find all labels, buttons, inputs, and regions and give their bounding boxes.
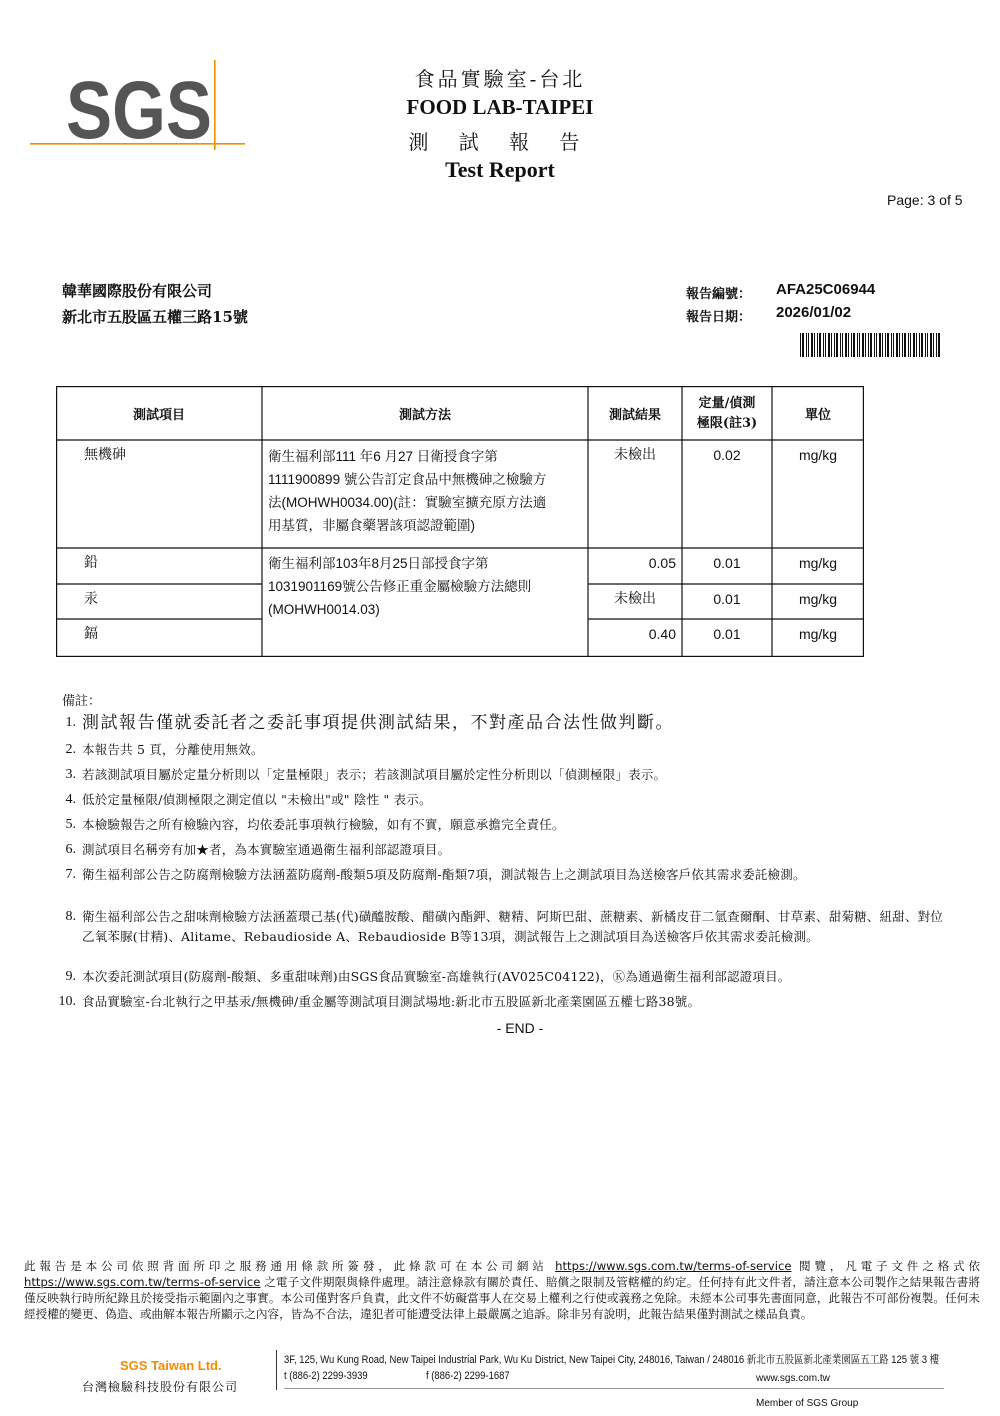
report-number-label: 報告編號： — [686, 287, 752, 302]
report-title-cn: 測 試 報 告 — [408, 130, 592, 154]
row-arsenic-limit: 0.02 — [713, 447, 741, 463]
barcode-bar — [857, 333, 858, 357]
note-number: 7. — [65, 867, 76, 882]
note-text: 衛生福利部公告之甜味劑檢驗方法涵蓋環己基(代)磺醯胺酸、醋磺內酯鉀、糖精、阿斯巴甜、蔗糖素、新橘皮苷二氫查爾酮、甘草素、甜菊糖、紐甜、對位乙氧苯脲(甘精)、Alitame、Rebaudioside A、Rebaudioside B等13項，測試報告上之測試項目為送檢客戶依其需求委託檢測。 — [82, 909, 944, 944]
company-name-cn: 台灣檢驗科技股份有限公司 — [82, 1380, 239, 1394]
row-arsenic-unit: mg/kg — [798, 447, 838, 463]
row-lead-unit: mg/kg — [798, 555, 838, 571]
method-metals-line: (MOHWH0014.03) — [268, 602, 380, 617]
header-unit: 單位 — [804, 408, 831, 423]
barcode-bar — [865, 333, 866, 357]
company-name-en: SGS Taiwan Ltd. — [120, 1358, 222, 1373]
barcode-bar — [851, 333, 852, 357]
barcode-bar — [902, 333, 903, 357]
barcode-bar — [836, 333, 838, 357]
barcode-bar — [831, 333, 832, 357]
barcode-bar — [868, 333, 869, 357]
barcode-bar — [874, 333, 875, 357]
barcode-bar — [808, 333, 809, 357]
row-lead-limit: 0.01 — [713, 555, 741, 571]
barcode-bar — [896, 333, 898, 357]
row-mercury-limit: 0.01 — [713, 591, 741, 607]
company-fax: f (886-2) 2299-1687 — [426, 1370, 510, 1382]
row-cadmium-item: 鎘 — [84, 626, 98, 642]
barcode-bar — [882, 333, 883, 357]
barcode-bar — [817, 333, 818, 357]
note-number: 1. — [65, 715, 76, 730]
note-number: 8. — [65, 909, 76, 924]
barcode-bar — [913, 333, 915, 357]
note-text: 低於定量極限/偵測極限之測定值以 "未檢出"或" 陰性 " 表示。 — [82, 792, 432, 807]
note-number: 6. — [65, 842, 76, 857]
barcode-bar — [885, 333, 886, 357]
barcode-bar — [825, 333, 826, 357]
note-number: 5. — [65, 817, 76, 832]
barcode-bar — [845, 333, 847, 357]
row-arsenic-result: 未檢出 — [614, 447, 656, 463]
note-number: 9. — [65, 969, 76, 984]
note-text: 測試報告僅就委託者之委託事項提供測試結果，不對產品合法性做判斷。 — [82, 713, 674, 733]
disclaimer-part: 此報告是本公司依照背面所印之服務通用條款所簽發，此條款可在本公司網站 — [24, 1259, 556, 1273]
client-address: 新北市五股區五權三路15號 — [62, 308, 248, 326]
barcode-bar — [840, 333, 841, 357]
barcode-bar — [887, 333, 889, 357]
results-table — [56, 386, 864, 657]
row-cadmium-limit: 0.01 — [713, 626, 741, 642]
row-arsenic-item: 無機砷 — [84, 447, 126, 463]
barcode-bar — [834, 333, 835, 357]
barcode-bar — [806, 333, 807, 357]
barcode-bar — [819, 333, 821, 357]
barcode-bar — [927, 333, 928, 357]
page-number: Page: 3 of 5 — [887, 192, 963, 208]
header-limit-line2: 極限(註3) — [696, 416, 758, 431]
notes-title: 備註： — [62, 694, 102, 709]
barcode-bar — [811, 333, 813, 357]
barcode-bar — [859, 333, 860, 357]
row-mercury-result: 未檢出 — [614, 591, 656, 607]
barcode-bar — [916, 333, 917, 357]
end-marker: - END - — [496, 1020, 544, 1036]
report-date: 2026/01/02 — [776, 304, 852, 321]
footer-rule — [284, 1388, 944, 1389]
company-website[interactable]: www.sgs.com.tw — [756, 1373, 830, 1384]
barcode-bar — [876, 333, 877, 357]
method-arsenic-line: 用基質，非屬食藥署該項認證範圍) — [268, 518, 475, 533]
row-cadmium-result: 0.40 — [648, 626, 676, 642]
barcode-bar — [842, 333, 843, 357]
barcode-bar — [814, 333, 815, 357]
header-result: 測試結果 — [608, 408, 661, 423]
barcode-bar — [925, 333, 926, 357]
barcode-bar — [908, 333, 909, 357]
header-item: 測試項目 — [132, 408, 185, 423]
note-number: 3. — [65, 767, 76, 782]
report-title-en: Test Report — [445, 157, 555, 182]
method-metals-line: 1031901169號公告修正重金屬檢驗方法總則 — [268, 579, 532, 594]
barcode-bar — [904, 333, 906, 357]
disclaimer-part: 閱覽，凡電子文件之格式依 — [791, 1259, 980, 1273]
logo-text: SGS — [66, 65, 212, 150]
note-text: 食品實驗室-台北執行之甲基汞/無機砷/重金屬等測試項目測試場地:新北市五股區新北產業園區五權七路38號。 — [82, 994, 701, 1009]
barcode-bar — [853, 333, 855, 357]
disclaimer — [24, 1258, 980, 1322]
row-mercury-unit: mg/kg — [798, 591, 838, 607]
barcode-bar — [800, 333, 801, 357]
barcode-bar — [891, 333, 892, 357]
method-arsenic — [268, 445, 588, 537]
barcode-bar — [921, 333, 923, 357]
note-number: 10. — [58, 994, 76, 1009]
barcode-bar — [910, 333, 911, 357]
barcode-bar — [919, 333, 920, 357]
note-text: 本次委託測試項目(防腐劑-酸類、多重甜味劑)由SGS食品實驗室-高雄執行(AV025C04122)，Ⓚ為通過衛生福利部認證項目。 — [82, 969, 791, 984]
header-limit-line1: 定量/偵測 — [698, 396, 756, 411]
client-name: 韓華國際股份有限公司 — [62, 282, 213, 300]
method-metals-line: 衛生福利部103年8月25日部授食字第 — [268, 556, 489, 571]
note-text: 若該測試項目屬於定量分析則以「定量極限」表示；若該測試項目屬於定性分析則以「偵測極限」表示。 — [82, 767, 667, 782]
method-arsenic-line: 1111900899 號公告訂定食品中無機砷之檢驗方 — [268, 472, 547, 487]
method-metals — [268, 552, 588, 621]
member-of-sgs: Member of SGS Group — [756, 1398, 859, 1409]
barcode-bar — [930, 333, 932, 357]
company-phone: t (886-2) 2299-3939 — [284, 1370, 368, 1382]
lab-name-en: FOOD LAB-TAIPEI — [406, 95, 594, 119]
barcode-bar — [848, 333, 849, 357]
header-limit — [682, 394, 772, 434]
note-text: 本檢驗報告之所有檢驗內容，均依委託事項執行檢驗，如有不實，願意承擔完全責任。 — [82, 817, 565, 832]
barcode-bar — [933, 333, 934, 357]
note-text: 衛生福利部公告之防腐劑檢驗方法涵蓋防腐劑-酸類5項及防腐劑-酯類7項，測試報告上之測試項目為送檢客戶依其需求委託檢測。 — [82, 867, 806, 882]
barcode — [800, 333, 941, 357]
row-cadmium-unit: mg/kg — [798, 626, 838, 642]
barcode-bar — [823, 333, 824, 357]
barcode-bar — [899, 333, 900, 357]
terms-link[interactable]: https://www.sgs.com.tw/terms-of-service — [24, 1275, 261, 1289]
row-mercury-item: 汞 — [84, 591, 98, 607]
note-text: 本報告共 5 頁，分離使用無效。 — [82, 742, 264, 757]
note-number: 2. — [65, 742, 76, 757]
barcode-bar — [879, 333, 881, 357]
note-number: 4. — [65, 792, 76, 807]
row-lead-result: 0.05 — [648, 555, 676, 571]
barcode-bar — [828, 333, 830, 357]
barcode-bar — [802, 333, 804, 357]
barcode-bar — [893, 333, 894, 357]
barcode-bar — [862, 333, 864, 357]
disclaimer-part: 之電子文件期限與條件處理。請注意條款有關於責任、賠償之限制及管轄權的約定。任何持有此文件者，請注意本公司製作之結果報告書將僅反映執行時所紀錄且於接受指示範圍內之事實。本公司僅對客戶負責，此文件不妨礙當事人在交易上權利之行使或義務之免除。未經本公司事先書面同意，此報告不可部份複製。任何未經授權的變更、偽造、或曲解本報告所顯示之內容，皆為不合法，違犯者可能遭受法律上最嚴厲之追訴。除非另有說明，此報告結果僅對測試之樣品負責。 — [24, 1275, 980, 1321]
terms-link[interactable]: https://www.sgs.com.tw/terms-of-service — [555, 1259, 792, 1273]
header-method: 測試方法 — [398, 408, 451, 423]
report-date-label: 報告日期： — [686, 310, 752, 325]
company-address: 3F, 125, Wu Kung Road, New Taipei Industrial Park, Wu Ku District, New Taipei City, 248016, Taiwan / 248016 新北市五股區新北產業園區五工路 125 號 3 樓 — [284, 1354, 940, 1366]
barcode-bar — [936, 333, 937, 357]
row-lead-item: 鉛 — [84, 555, 98, 571]
note-text: 測試項目名稱旁有加★者，為本實驗室通過衛生福利部認證項目。 — [82, 842, 451, 857]
barcode-bar — [938, 333, 940, 357]
report-number: AFA25C06944 — [776, 281, 876, 298]
method-arsenic-line: 衛生福利部111 年6 月27 日衛授食字第 — [268, 449, 498, 464]
barcode-bar — [870, 333, 872, 357]
method-arsenic-line: 法(MOHWH0034.00)(註：實驗室擴充原方法適 — [268, 495, 547, 510]
footer-divider — [276, 1350, 277, 1390]
lab-name-cn: 食品實驗室-台北 — [414, 67, 586, 91]
